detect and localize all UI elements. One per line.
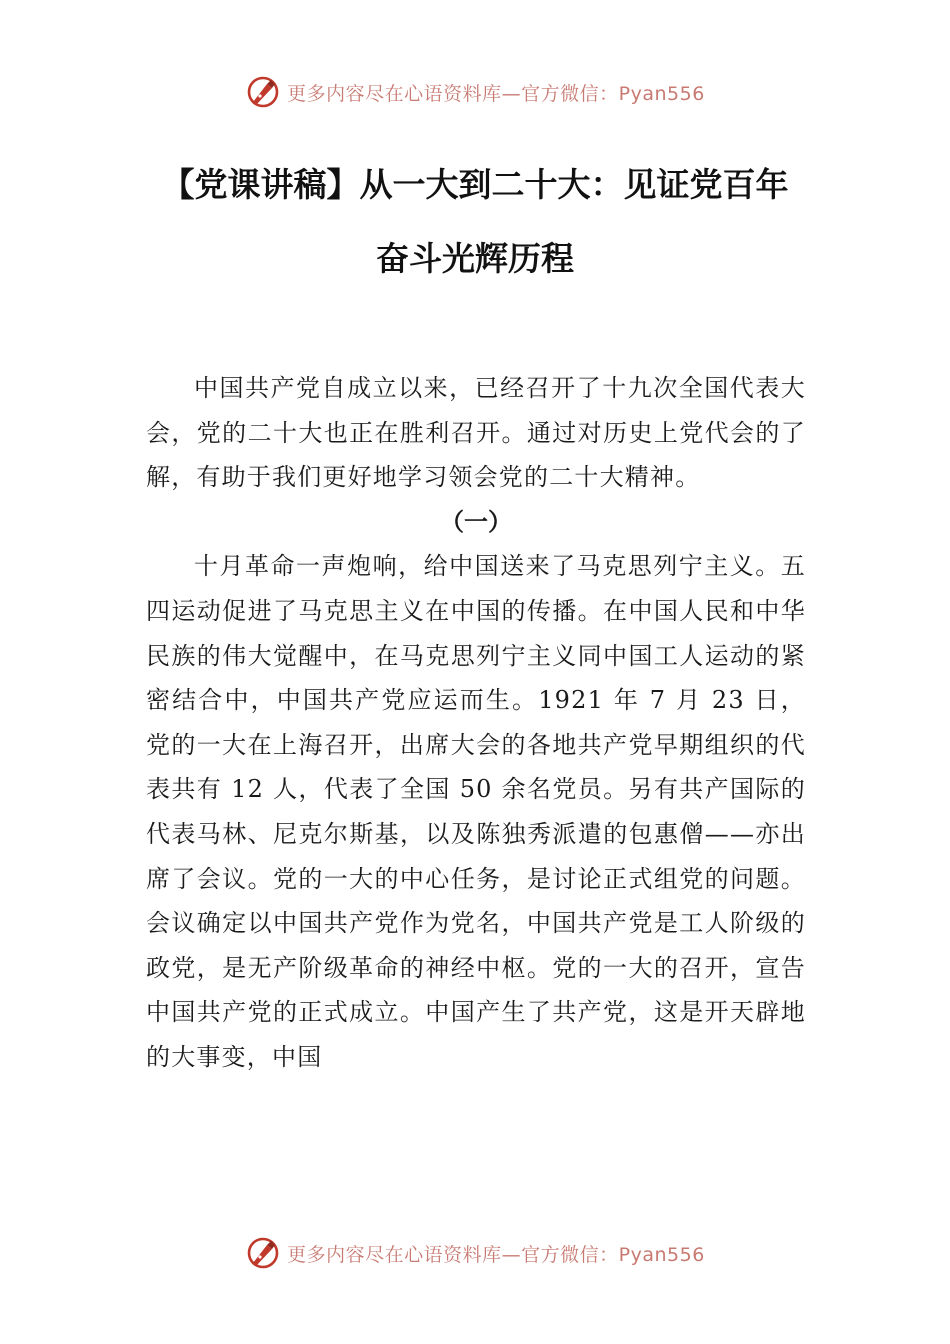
watermark-text: 更多内容尽在心语资料库—官方微信：Pyan556 — [287, 82, 705, 105]
title-line-2: 奋斗光辉历程 — [376, 239, 574, 278]
intro-paragraph: 中国共产党自成立以来，已经召开了十九次全国代表大会，党的二十大也正在胜利召开。通过对历史上党代会的了解，有助于我们更好地学习领会党的二十大精神。 — [146, 374, 806, 492]
footer-watermark — [0, 1233, 950, 1273]
watermark-text: 更多内容尽在心语资料库—官方微信：Pyan556 — [287, 1243, 705, 1266]
title-line-1: 【党课讲稿】从一大到二十大：见证党百年 — [161, 165, 789, 204]
document-title — [140, 148, 810, 296]
pen-nib-seal-icon — [245, 1235, 281, 1271]
header-watermark — [0, 72, 950, 112]
section-1-paragraph: 十月革命一声炮响，给中国送来了马克思列宁主义。五四运动促进了马克思主义在中国的传播。在中国人民和中华民族的伟大觉醒中，在马克思列宁主义同中国工人运动的紧密结合中，中国共产党应运而生。1921 年 7 月 23 日，党的一大在上海召开，出席大会的各地共产党早期组织的代表共有 12 人，代表了全国 50 余名党员。另有共产国际的代表马林、尼克尔斯基，以及陈独秀派遣的包惠僧——亦出席了会议。党的一大的中心任务，是讨论正式组党的问题。会议确定以中国共产党作为党名，中国共产党是工人阶级的政党，是无产阶级革命的神经中枢。党的一大的召开，宣告中国共产党的正式成立。中国产生了共产党，这是开天辟地的大事变，中国 — [146, 552, 806, 1071]
document-body — [146, 366, 806, 1080]
pen-nib-seal-icon — [245, 74, 281, 110]
section-heading-1: （一） — [440, 507, 512, 536]
